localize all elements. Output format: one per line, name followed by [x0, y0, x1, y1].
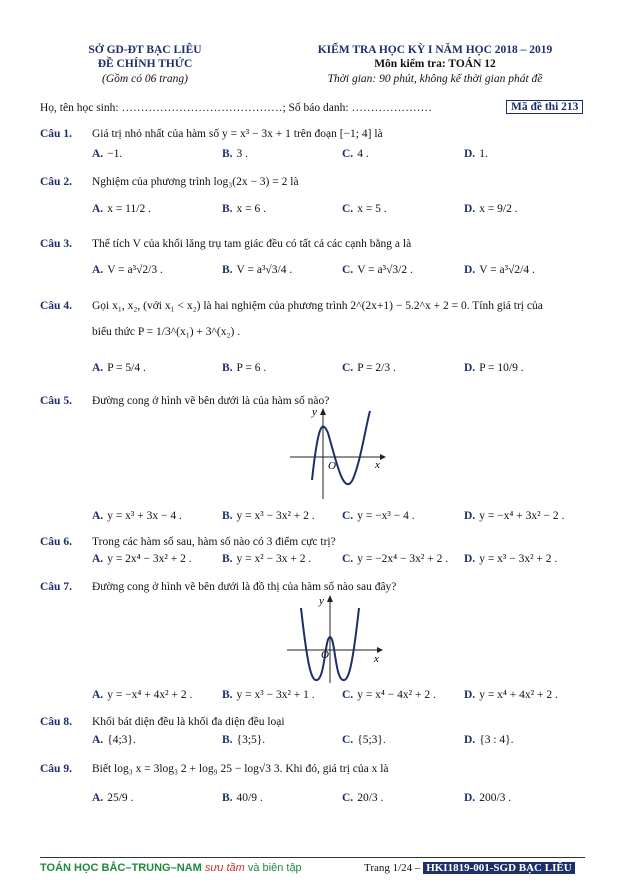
q5-option-c: C. y = −x³ − 4 . [342, 510, 415, 522]
q4-option-a: A. P = 5/4 . [92, 362, 146, 374]
q2-option-d: D. x = 9/2 . [464, 203, 518, 215]
question-9-text: Biết log₃ x = 3log₃ 2 + log₉ 25 − log√3 3. Khi đó, giá trị của x là [92, 763, 389, 775]
question-7-text: Đường cong ở hình vẽ bên dưới là đồ thị của hàm số nào sau đây? [92, 581, 397, 593]
graph5-x-label: x [375, 459, 380, 471]
question-2-text: Nghiệm của phương trình log₃(2x − 3) = 2 là [92, 176, 299, 188]
q5-option-a: A. y = x³ + 3x − 4 . [92, 510, 182, 522]
question-5-text: Đường cong ở hình vẽ bên dưới là của hàm số nào? [92, 395, 330, 407]
question-4-text-2: biểu thức P = 1/3^(x₁) + 3^(x₂) . [92, 326, 241, 338]
graph5-y-label: y [312, 406, 317, 418]
page-count: (Gồm có 06 trang) [102, 73, 188, 85]
q4-option-d: D. P = 10/9 . [464, 362, 524, 374]
question-4-text: Gọi x₁, x₂, (với x₁ < x₂) là hai nghiệm của phương trình 2^(2x+1) − 5.2^x + 2 = 0. Tính giá trị của [92, 300, 543, 312]
question-6-text: Trong các hàm số sau, hàm số nào có 3 điểm cực trị? [92, 536, 336, 548]
q6-option-d: D. y = x³ − 3x² + 2 . [464, 553, 558, 565]
q2-option-a: A. x = 11/2 . [92, 203, 151, 215]
graph7-x-label: x [374, 653, 379, 665]
question-3-text: Thể tích V của khối lăng trụ tam giác đều có tất cả các cạnh bằng a là [92, 238, 412, 250]
q7-option-b: B. y = x³ − 3x² + 1 . [222, 689, 315, 701]
q7-option-c: C. y = x⁴ − 4x² + 2 . [342, 689, 436, 701]
q9-option-c: C. 20/3 . [342, 792, 384, 804]
q9-option-d: D. 200/3 . [464, 792, 512, 804]
q8-option-c: C. {5;3}. [342, 734, 386, 746]
q5-option-d: D. y = −x⁴ + 3x² − 2 . [464, 510, 565, 522]
question-8-text: Khối bát diện đều là khối đa diện đều loại [92, 716, 285, 728]
q8-option-d: D. {3 : 4}. [464, 734, 514, 746]
q4-option-b: B. P = 6 . [222, 362, 267, 374]
q3-option-c: C. V = a³√3/2 . [342, 264, 413, 276]
graph7-origin-label: O [321, 649, 329, 661]
q6-option-c: C. y = −2x⁴ − 3x² + 2 . [342, 553, 449, 565]
exam-code: Mã đề thi 213 [506, 100, 583, 114]
question-2-label: Câu 2. [40, 176, 72, 188]
q7-option-a: A. y = −x⁴ + 4x² + 2 . [92, 689, 193, 701]
question-6-label: Câu 6. [40, 536, 72, 548]
subject: Môn kiểm tra: TOÁN 12 [374, 58, 496, 70]
q1-option-b: B. 3 . [222, 148, 249, 160]
question-1-label: Câu 1. [40, 128, 72, 140]
q1-option-c: C. 4 . [342, 148, 369, 160]
q5-option-b: B. y = x³ − 3x² + 2 . [222, 510, 315, 522]
question-9-label: Câu 9. [40, 763, 72, 775]
q3-option-b: B. V = a³√3/4 . [222, 264, 293, 276]
question-5-label: Câu 5. [40, 395, 72, 407]
q6-option-b: B. y = x² − 3x + 2 . [222, 553, 312, 565]
q9-option-a: A. 25/9 . [92, 792, 134, 804]
graph7-y-label: y [319, 595, 324, 607]
exam-tag: HKI1819-001-SGD BẠC LIÊU [423, 862, 574, 874]
time-limit: Thời gian: 90 phút, không kể thời gian phát đề [327, 73, 543, 85]
q2-option-c: C. x = 5 . [342, 203, 387, 215]
question-8-label: Câu 8. [40, 716, 72, 728]
official-label: ĐỀ CHÍNH THỨC [97, 58, 193, 70]
footer-page-info [364, 862, 575, 874]
q4-option-c: C. P = 2/3 . [342, 362, 396, 374]
q3-option-d: D. V = a³√2/4 . [464, 264, 535, 276]
q6-option-a: A. y = 2x⁴ − 3x² + 2 . [92, 553, 192, 565]
exam-title: KIỂM TRA HỌC KỲ I NĂM HỌC 2018 – 2019 [317, 44, 553, 56]
student-info-line: Họ, tên học sinh: ……………………………………; Số báo danh: ………………… [40, 102, 432, 114]
q3-option-a: A. V = a³√2/3 . [92, 264, 163, 276]
q8-option-a: A. {4;3}. [92, 734, 136, 746]
question-1-text: Giá trị nhỏ nhất của hàm số y = x³ − 3x + 1 trên đoạn [−1; 4] là [92, 128, 383, 140]
question-5-graph [288, 405, 388, 500]
question-7-label: Câu 7. [40, 581, 72, 593]
q8-option-b: B. {3;5}. [222, 734, 266, 746]
q2-option-b: B. x = 6 . [222, 203, 267, 215]
footer-divider [40, 857, 585, 858]
q1-option-a: A. −1. [92, 148, 123, 160]
school-name: SỞ GD-ĐT BẠC LIÊU [88, 44, 202, 56]
footer-brand: TOÁN HỌC BẮC–TRUNG–NAM sưu tầm và biên tập [40, 862, 302, 874]
question-4-label: Câu 4. [40, 300, 72, 312]
graph5-origin-label: O [328, 460, 336, 472]
q1-option-d: D. 1. [464, 148, 488, 160]
question-3-label: Câu 3. [40, 238, 72, 250]
question-7-graph [285, 592, 385, 684]
q9-option-b: B. 40/9 . [222, 792, 263, 804]
page-number: Trang 1/24 – [364, 862, 421, 874]
q7-option-d: D. y = x⁴ + 4x² + 2 . [464, 689, 558, 701]
